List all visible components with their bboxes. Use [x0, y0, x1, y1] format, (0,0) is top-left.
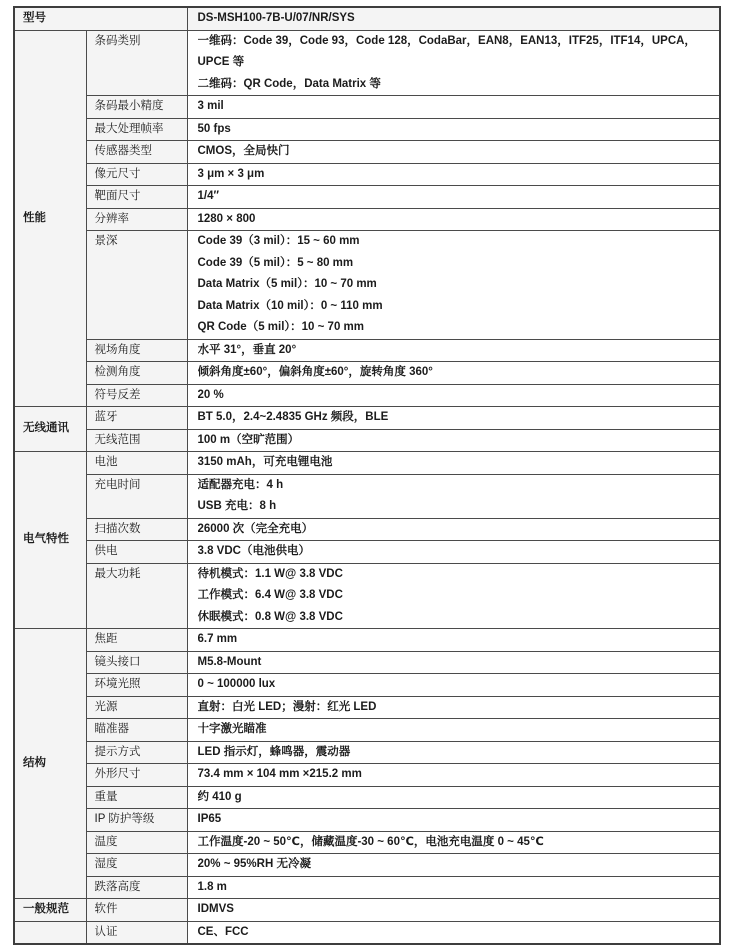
attribute-value-line: CMOS，全局快门 — [197, 145, 290, 157]
attribute-label: 条码最小精度 — [86, 96, 187, 119]
attribute-value-line: 0 ~ 100000 lux — [197, 678, 276, 690]
table-row — [14, 163, 720, 186]
attribute-label: 景深 — [86, 231, 187, 340]
attribute-value-line: 一维码：Code 39，Code 93，Code 128，CodaBar，EAN8，EAN13，ITF25，ITF14，UPCA， — [197, 34, 696, 47]
table-row — [14, 741, 720, 764]
model-row — [14, 7, 720, 30]
attribute-value-line: 倾斜角度±60°，偏斜角度±60°，旋转角度 360° — [197, 366, 433, 378]
attribute-value — [187, 674, 720, 697]
attribute-value — [187, 452, 720, 475]
attribute-value-line: 1.8 m — [197, 880, 227, 893]
table-row — [14, 30, 720, 96]
attribute-value — [187, 384, 720, 407]
attribute-value-line: 约 410 g — [197, 790, 242, 803]
attribute-label: 电池 — [86, 452, 187, 475]
model-value — [187, 7, 720, 30]
attribute-value-line: 100 m（空旷范围） — [197, 433, 300, 446]
attribute-value-line: 十字激光瞄准 — [197, 723, 267, 735]
table-row — [14, 921, 720, 944]
table-row — [14, 854, 720, 877]
spec-table — [13, 6, 721, 945]
attribute-value-line: IP65 — [197, 813, 222, 825]
attribute-value — [187, 921, 720, 944]
attribute-value-line: BT 5.0，2.4~2.4835 GHz 频段，BLE — [197, 411, 389, 423]
attribute-value-line: CE、FCC — [197, 925, 249, 938]
attribute-value-line: 休眠模式：0.8 W@ 3.8 VDC — [197, 610, 343, 623]
attribute-label: 像元尺寸 — [86, 163, 187, 186]
table-row — [14, 629, 720, 652]
attribute-value — [187, 719, 720, 742]
model-value-text: DS-MSH100-7B-U/07/NR/SYS — [197, 12, 355, 24]
attribute-value-line: LED 指示灯，蜂鸣器，震动器 — [197, 745, 351, 758]
table-row — [14, 362, 720, 385]
group-cell-empty — [14, 921, 86, 944]
attribute-value — [187, 899, 720, 922]
attribute-value — [187, 141, 720, 164]
attribute-value — [187, 96, 720, 119]
table-row — [14, 809, 720, 832]
attribute-value-line: Data Matrix（5 mil）：10 ~ 70 mm — [197, 278, 377, 290]
table-row — [14, 231, 720, 340]
attribute-value-line: 20 % — [197, 388, 224, 401]
table-row — [14, 429, 720, 452]
table-row — [14, 899, 720, 922]
attribute-label: 最大处理帧率 — [86, 118, 187, 141]
attribute-label: 认证 — [86, 921, 187, 944]
table-row — [14, 764, 720, 787]
table-row — [14, 474, 720, 518]
spec-table-body — [14, 7, 720, 944]
attribute-label: 条码类别 — [86, 30, 187, 96]
attribute-value-line: 26000 次（完全充电） — [197, 522, 314, 535]
attribute-value-line: 直射：白光 LED；漫射：红光 LED — [197, 700, 377, 713]
group-cell: 一般规范 — [14, 899, 86, 922]
attribute-value — [187, 339, 720, 362]
group-cell: 电气特性 — [14, 452, 86, 629]
attribute-value-line: 73.4 mm × 104 mm ×215.2 mm — [197, 768, 362, 780]
attribute-value-line: 工作模式：6.4 W@ 3.8 VDC — [197, 589, 343, 601]
attribute-label: 符号反差 — [86, 384, 187, 407]
attribute-label: 扫描次数 — [86, 518, 187, 541]
model-label: 型号 — [14, 7, 187, 30]
attribute-value — [187, 809, 720, 832]
attribute-label: 瞄准器 — [86, 719, 187, 742]
table-row — [14, 339, 720, 362]
attribute-label: 环境光照 — [86, 674, 187, 697]
attribute-label: 靶面尺寸 — [86, 186, 187, 209]
attribute-value-line: 工作温度-20 ~ 50℃，储藏温度-30 ~ 60℃，电池充电温度 0 ~ 45℃ — [197, 835, 544, 848]
attribute-value — [187, 541, 720, 564]
attribute-label: 跌落高度 — [86, 876, 187, 899]
attribute-value-line: 二维码：QR Code，Data Matrix 等 — [197, 77, 381, 90]
attribute-value-line: 3 μm × 3 μm — [197, 167, 265, 180]
attribute-label: IP 防护等级 — [86, 809, 187, 832]
attribute-label: 光源 — [86, 696, 187, 719]
table-row — [14, 541, 720, 564]
attribute-label: 蓝牙 — [86, 407, 187, 430]
attribute-value-line: 水平 31°，垂直 20° — [197, 343, 297, 356]
attribute-value — [187, 854, 720, 877]
table-row — [14, 186, 720, 209]
attribute-value — [187, 876, 720, 899]
table-row — [14, 384, 720, 407]
attribute-value — [187, 764, 720, 787]
group-cell: 结构 — [14, 629, 86, 899]
attribute-value-line: Code 39（3 mil）：15 ~ 60 mm — [197, 235, 360, 247]
attribute-label: 软件 — [86, 899, 187, 922]
attribute-value — [187, 651, 720, 674]
attribute-value-line: 1/4″ — [197, 190, 219, 202]
table-row — [14, 208, 720, 231]
attribute-value — [187, 118, 720, 141]
attribute-value-line: M5.8-Mount — [197, 655, 262, 668]
attribute-value-line: QR Code（5 mil）：10 ~ 70 mm — [197, 321, 364, 333]
attribute-value-line: 3.8 VDC（电池供电） — [197, 545, 310, 557]
attribute-value — [187, 474, 720, 518]
table-row — [14, 518, 720, 541]
table-row — [14, 696, 720, 719]
attribute-value — [187, 629, 720, 652]
attribute-value — [187, 30, 720, 96]
attribute-value — [187, 163, 720, 186]
attribute-value — [187, 696, 720, 719]
attribute-value-line: 待机模式：1.1 W@ 3.8 VDC — [197, 567, 343, 580]
attribute-label: 重量 — [86, 786, 187, 809]
attribute-value-line: 适配器充电：4 h — [197, 478, 284, 491]
attribute-label: 温度 — [86, 831, 187, 854]
table-row — [14, 407, 720, 430]
attribute-label: 视场角度 — [86, 339, 187, 362]
group-cell: 无线通讯 — [14, 407, 86, 452]
attribute-label: 外形尺寸 — [86, 764, 187, 787]
attribute-value-line: Code 39（5 mil）：5 ~ 80 mm — [197, 256, 354, 269]
group-cell: 性能 — [14, 30, 86, 407]
attribute-value — [187, 831, 720, 854]
attribute-value-line: 3150 mAh，可充电锂电池 — [197, 456, 333, 468]
attribute-value-line: IDMVS — [197, 903, 234, 915]
attribute-value — [187, 362, 720, 385]
table-row — [14, 719, 720, 742]
table-row — [14, 651, 720, 674]
attribute-value — [187, 208, 720, 231]
attribute-label: 镜头接口 — [86, 651, 187, 674]
attribute-label: 供电 — [86, 541, 187, 564]
attribute-value-line: 20% ~ 95%RH 无冷凝 — [197, 858, 311, 870]
attribute-value — [187, 741, 720, 764]
attribute-label: 检测角度 — [86, 362, 187, 385]
table-row — [14, 831, 720, 854]
attribute-label: 提示方式 — [86, 741, 187, 764]
attribute-label: 无线范围 — [86, 429, 187, 452]
attribute-value — [187, 429, 720, 452]
attribute-value-line: 1280 × 800 — [197, 212, 256, 225]
table-row — [14, 141, 720, 164]
attribute-label: 湿度 — [86, 854, 187, 877]
attribute-value-line: 3 mil — [197, 100, 224, 112]
attribute-value-line: UPCE 等 — [197, 56, 245, 68]
attribute-value — [187, 786, 720, 809]
attribute-value-line: 6.7 mm — [197, 633, 238, 645]
table-row — [14, 96, 720, 119]
attribute-value-line: USB 充电：8 h — [197, 500, 277, 512]
table-row — [14, 674, 720, 697]
attribute-label: 焦距 — [86, 629, 187, 652]
table-row — [14, 452, 720, 475]
attribute-value — [187, 186, 720, 209]
attribute-value — [187, 231, 720, 340]
table-row — [14, 563, 720, 629]
attribute-value — [187, 407, 720, 430]
attribute-label: 传感器类型 — [86, 141, 187, 164]
attribute-value — [187, 518, 720, 541]
table-row — [14, 786, 720, 809]
attribute-label: 分辨率 — [86, 208, 187, 231]
table-row — [14, 118, 720, 141]
attribute-label: 充电时间 — [86, 474, 187, 518]
attribute-value — [187, 563, 720, 629]
attribute-value-line: 50 fps — [197, 122, 231, 135]
attribute-label: 最大功耗 — [86, 563, 187, 629]
table-row — [14, 876, 720, 899]
attribute-value-line: Data Matrix（10 mil）：0 ~ 110 mm — [197, 299, 383, 312]
